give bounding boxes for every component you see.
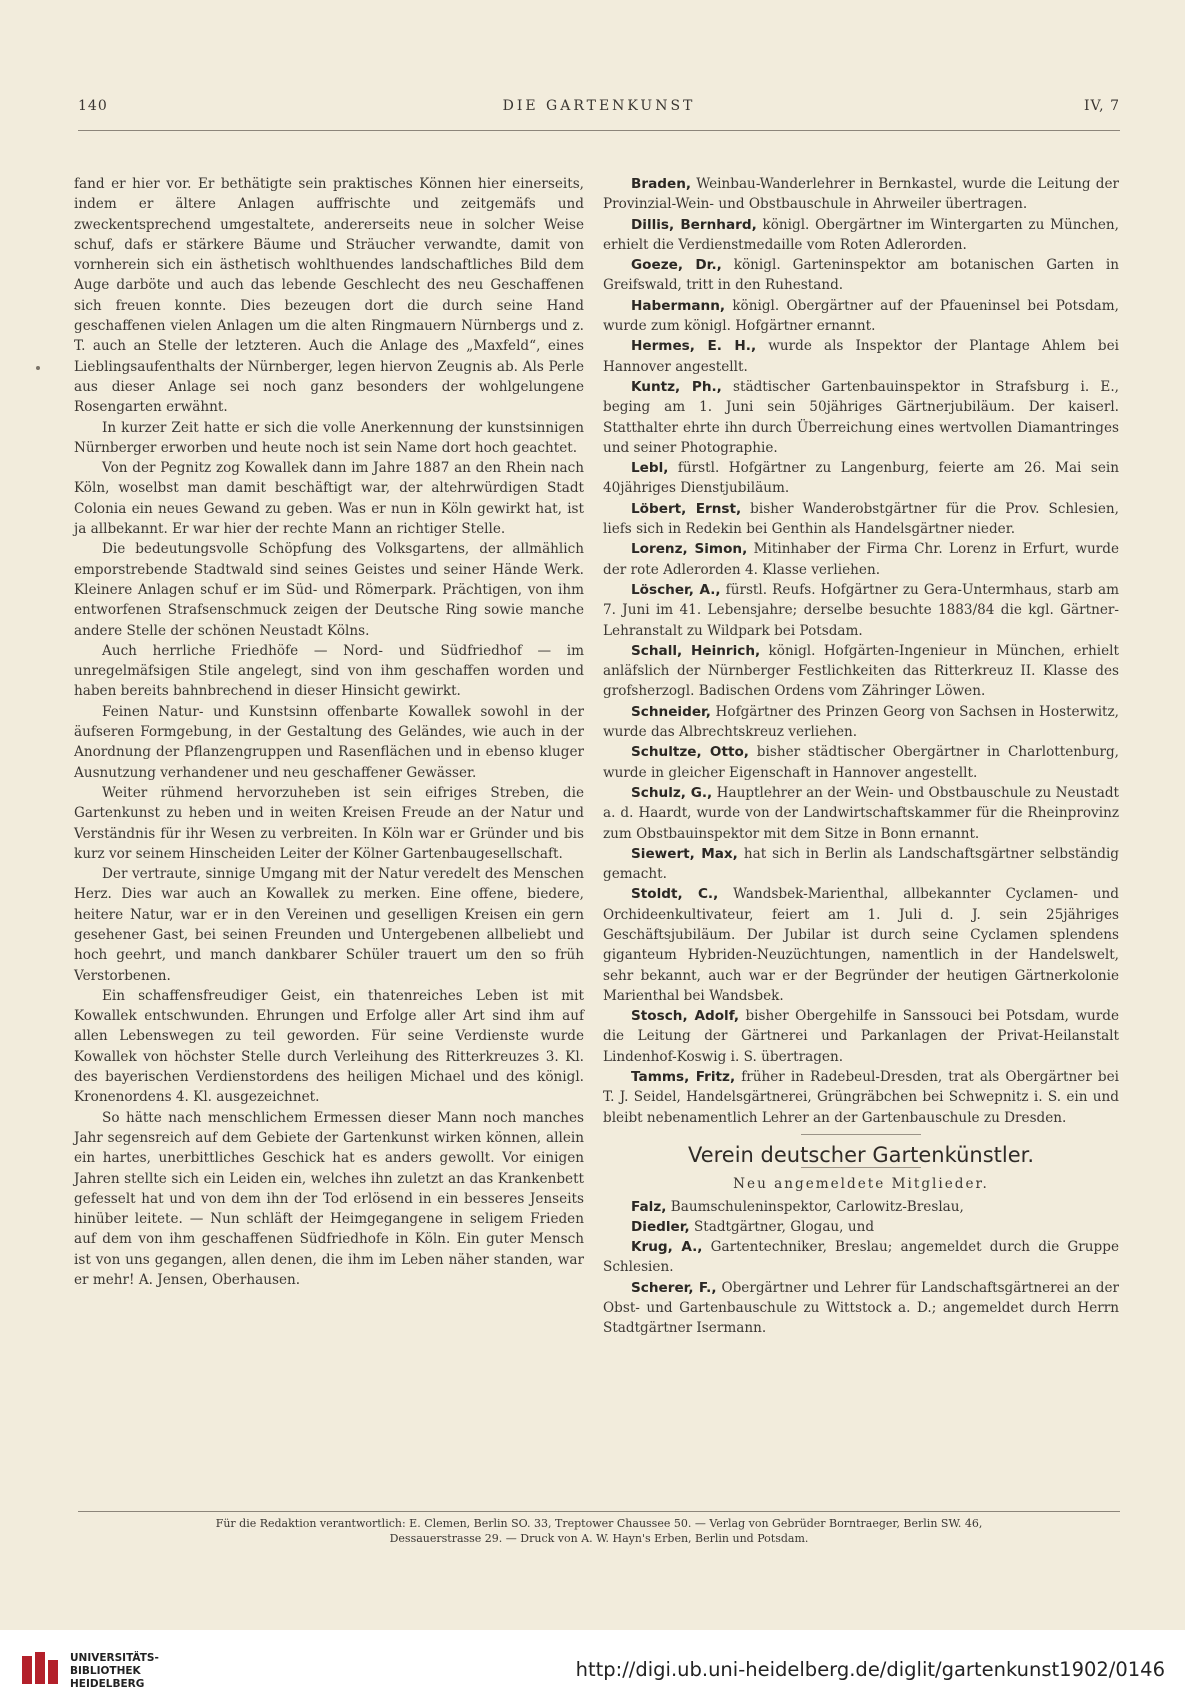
paragraph: In kurzer Zeit hatte er sich die volle Anerkennung der kunstsinnigen Nürnberger erworben und heute noch ist sein Name dort hoch geachtet. [74,419,584,456]
section-subtitle: Neu angemeldete Mitglieder. [733,1176,989,1193]
imprint-line: Für die Redaktion verantwortlich: E. Clemen, Berlin SO. 33, Treptower Chaussee 50. — Verlag von Gebrüder Borntraeger, Berlin SW. 46, [215,1517,983,1530]
notice-text: Mitinhaber der Firma Chr. Lorenz in Erfurt, wurde der rote Adlerorden 4. Klasse verliehen. [603,541,1119,578]
paragraph: Der vertraute, sinnige Umgang mit der Natur veredelt des Menschen Herz. Dies war auch an Kowallek zu merken. Eine offene, biedere, heitere Natur, war er in den Vereinen und geselligen Kreisen ein gern gesehener Gast, bei seinen Freunden und Untergebenen allbeliebt und hoch geehrt, und manch dankbarer Schüler trauert um den so früh Verstorbenen. [74,866,584,984]
permalink-url[interactable]: http://digi.ub.uni-heidelberg.de/diglit/gartenkunst1902/0146 [575,1658,1165,1681]
person-name: Tamms, Fritz, [631,1069,736,1086]
personal-notice [603,1006,1119,1067]
paragraph: Feinen Natur- und Kunstsinn offenbarte Kowallek sowohl in der äufseren Formgebung, in der Gestaltung des Geländes, wie auch in der Anordnung der Pflanzengruppen und Rasenflächen und in ebenso kluger Ausnutzung verhandener und neu geschaffener Gewässer. [74,703,584,781]
person-name: Goeze, Dr., [631,257,722,274]
notice-text: königl. Obergärtner auf der Pfaueninsel bei Potsdam, wurde zum königl. Hofgärtner ernannt. [603,297,1119,335]
person-name: Hermes, E. H., [631,338,757,355]
person-name: Löscher, A., [631,581,721,598]
member-name: Diedler, [631,1218,690,1235]
person-name: Siewert, Max, [631,845,738,862]
notice-text: fürstl. Hofgärtner zu Langenburg, feierte am 26. Mai sein 40jähriges Dienstjubiläum. [603,460,1119,497]
person-name: Schneider, [631,703,711,720]
person-name: Lorenz, Simon, [631,541,748,558]
section-rule [801,1167,921,1168]
issue-number: IV, 7 [1083,98,1120,114]
notice-text: Hofgärtner des Prinzen Georg von Sachsen in Hosterwitz, wurde das Albrechtskreuz verliehen. [603,703,1119,741]
paragraph: So hätte nach menschlichem Ermessen dieser Mann noch manches Jahr segensreich auf dem Gebiete der Gartenkunst wirken können, allein ein hartes, unerbittliches Geschick hat es anders gewollt. Vor einigen Jahren stellte sich ein Leiden ein, welches ihn zuletzt an das Krankenbett gefesselt hat und von dem ihn der Tod erlösend in ein besseres Jenseits hinüber leitete. — Nun schläft der Heimgegangene in seligem Frieden auf dem von ihm geschaffenen Südfriedhofe in Köln. Ein guter Mensch ist von uns gegangen, allen denen, die ihm im Leben näher standen, war er mehr! A. Jensen, Oberhausen. [74,1109,584,1289]
library-name: UNIVERSITÄTS- BIBLIOTHEK HEIDELBERG [70,1652,159,1690]
notice-text: bisher Wanderobstgärtner für die Prov. Schlesien, liefs sich in Redekin bei Genthin als Handelsgärtner nieder. [603,500,1119,538]
person-name: Schulz, G., [631,784,713,801]
personal-notice [603,742,1119,783]
header-rule [78,130,1120,131]
person-name: Lebl, [631,460,669,477]
notice-text: bisher Obergehilfe in Sanssouci bei Potsdam, wurde die Leitung der Gärtnerei und Parkanlagen der Privat-Heilanstalt Lindenhof-Koswig i. S. übertragen. [603,1008,1119,1065]
notice-text: städtischer Gartenbauinspektor in Strafsburg i. E., beging am 1. Juni sein 50jähriges Gärtnerjubiläum. Der kaiserl. Statthalter ehrte ihn durch Überreichung eines wertvollen Diamantringes und seiner Photographie. [603,378,1119,456]
person-name: Dillis, Bernhard, [631,216,757,233]
notice-text: königl. Obergärtner im Wintergarten zu München, erhielt die Verdienstmedaille vom Roten Adlerorden. [603,216,1119,253]
left-column [74,174,584,1290]
personal-notice [603,215,1119,256]
personal-notice [603,336,1119,377]
notice-text: wurde als Inspektor der Plantage Ahlem bei Hannover angestellt. [603,338,1119,375]
person-name: Stoldt, C., [631,886,719,903]
personal-notice [603,458,1119,499]
right-column [603,174,1119,1339]
personal-notice [603,702,1119,743]
personal-notice [603,174,1119,215]
paragraph: Von der Pegnitz zog Kowallek dann im Jahre 1887 an den Rhein nach Köln, woselbst man damit beschäftigt war, der altehrwürdigen Stadt Colonia ein neues Gewand zu geben. Was er nun in Köln gewirkt hat, ist ja allbekannt. Er war hier der rechte Mann an richtiger Stelle. [74,460,584,538]
person-name: Braden, [631,176,692,192]
personal-notice [603,580,1119,641]
member-text: Obergärtner und Lehrer für Landschaftsgärtnerei an der Obst- und Gartenbauschule zu Wittstock a. D.; angemeldet durch Herrn Stadtgärtner Isermann. [603,1279,1119,1337]
person-name: Habermann, [631,297,726,314]
university-library-logo-icon [20,1650,60,1690]
journal-title: DIE GARTENKUNST [502,98,696,114]
personal-notice [603,539,1119,580]
section-rule [801,1134,921,1135]
member-name: Krug, A., [631,1239,703,1256]
paragraph: Weiter rühmend hervorzuheben ist sein eifriges Streben, die Gartenkunst zu heben und in weiten Kreisen Freude an der Natur und Verständnis für ihr Wesen zu verbreiten. In Köln war er Gründer und bis kurz vor seinem Hinscheiden Leiter der Kölner Gartenbaugesellschaft. [74,784,584,862]
member-entry [603,1217,1119,1237]
personal-notice [603,1067,1119,1128]
imprint-line: Dessauerstrasse 29. — Druck von A. W. Hayn's Erben, Berlin und Potsdam. [389,1532,809,1545]
notice-text: königl. Hofgärten-Ingenieur in München, erhielt anläfslich der Nürnberger Festlichkeiten das Ritterkreuz II. Klasse des grofsherzogl. Badischen Ordens vom Zähringer Löwen. [603,642,1119,700]
notice-text: bisher städtischer Obergärtner in Charlottenburg, wurde in gleicher Eigenschaft in Hannover angestellt. [603,744,1119,781]
personal-notice [603,255,1119,296]
person-name: Stosch, Adolf, [631,1008,740,1025]
person-name: Löbert, Ernst, [631,500,742,517]
member-entry [603,1278,1119,1339]
paragraph: Ein schaffensfreudiger Geist, ein thatenreiches Leben ist mit Kowallek entschwunden. Ehrungen und Erfolge aller Art sind ihm auf allen Lebenswegen zu teil geworden. Für seine Verdienste wurde Kowallek von höchster Stelle durch Verleihung des Ritterkreuzes 3. Kl. des bayerischen Verdienstordens des heiligen Michael und des königl. Kronenordens 4. Kl. ausgezeichnet. [74,987,584,1106]
personal-notice [603,844,1119,885]
member-text: Stadtgärtner, Glogau, und [689,1218,875,1235]
notice-text: Wandsbek-Marienthal, allbekannter Cyclamen- und Orchideenkultivateur, feiert am 1. Juli d. J. sein 25jähriges Geschäftsjubiläum. Der Jubilar ist durch seine Cyclamen splendens giganteum Hybriden-Neuzüchtungen, namentlich in der Handelswelt, sehr bekannt, auch war er der Begründer der heutigen Gärtnerkolonie Marienthal bei Wandsbek. [603,886,1120,1004]
member-entry [603,1237,1119,1278]
person-name: Schultze, Otto, [631,744,749,761]
notice-text: früher in Radebeul-Dresden, trat als Obergärtner bei T. J. Seidel, Handelsgärtnerei, Grüngräbchen bei Schwepnitz i. S. ein und bleibt nebenamentlich Lehrer an der Gartenbauschule zu Dresden. [603,1069,1119,1126]
member-text: Baumschuleninspektor, Carlowitz-Breslau, [666,1198,964,1215]
margin-mark [36,366,40,370]
notice-text: Hauptlehrer an der Wein- und Obstbauschule zu Neustadt a. d. Haardt, wurde von der Landwirtschaftskammer für die Rheinprovinz zum Obstbauinspektor mit dem Sitze in Bonn ernannt. [603,784,1119,842]
footer-rule [78,1511,1120,1512]
running-header [78,98,1120,120]
personal-notice [603,377,1119,458]
member-name: Scherer, F., [631,1279,717,1296]
personal-notice [603,296,1119,337]
member-name: Falz, [631,1198,667,1215]
notice-text: fürstl. Reufs. Hofgärtner zu Gera-Untermhaus, starb am 7. Juni im 41. Lebensjahre; derselbe besuchte 1883/84 die kgl. Gärtner-Lehranstalt zu Wildpark bei Potsdam. [603,581,1119,639]
member-entry [603,1197,1119,1217]
paragraph: fand er hier vor. Er bethätigte sein praktisches Können hier einerseits, indem er ältere Anlagen auffrischte und zeitgemäfs und zweckentsprechend umgestaltete, andererseits neue in solcher Weise schuf, dafs er stärkere Bäume und Sträucher verwandte, damit von vornherein sich ein ästhetisch wohlthuendes landschaftliches Bild dem Auge darböte und auch das lebende Geschlecht des neu Geschaffenen sich freuen konnte. Dies bezeugen dort die durch seine Hand geschaffenen vielen Anlagen um die alten Ringmauern Nürnbergs und z. T. auch an Stelle der letzteren. Auch die Anlage des „Maxfeld“, eines Lieblingsaufenthalts der Nürnberger, legen hiervon Zeugnis ab. Als Perle aus dieser Anlage sei noch ganz besonders der wohlgelungene Rosengarten erwähnt. [74,176,584,416]
paragraph: Die bedeutungsvolle Schöpfung des Volksgartens, der allmählich emporstrebende Stadtwald sind seines Geistes und seiner Hände Werk. Kleinere Anlagen schuf er im Süd- und Römerpark. Prächtigen, von ihm entworfenen Strafsenschmuck zeigen der Deutsche Ring sowie manche andere Stelle der schönen Neustadt Kölns. [74,541,584,639]
notice-text: Weinbau-Wanderlehrer in Bernkastel, wurde die Leitung der Provinzial-Wein- und Obstbauschule in Ahrweiler übertragen. [603,176,1119,213]
notice-text: königl. Garteninspektor am botanischen Garten in Greifswald, tritt in den Ruhestand. [603,257,1119,294]
imprint-footer [78,1516,1120,1546]
personal-notice [603,884,1119,1006]
personal-notice [603,641,1119,702]
section-title: Verein deutscher Gartenkünstler. [687,1142,1035,1167]
person-name: Schall, Heinrich, [631,642,761,659]
member-text: Gartentechniker, Breslau; angemeldet durch die Gruppe Schlesien. [603,1239,1119,1276]
notice-text: hat sich in Berlin als Landschaftsgärtner selbständig gemacht. [603,845,1120,883]
paragraph: Auch herrliche Friedhöfe — Nord- und Südfriedhof — im unregelmäfsigen Stile angelegt, sind von ihm geschaffen worden und haben bereits bahnbrechend in dieser Hinsicht gewirkt. [74,642,584,700]
personal-notice [603,499,1119,540]
personal-notice [603,783,1119,844]
page-number: 140 [78,98,108,114]
person-name: Kuntz, Ph., [631,378,722,395]
